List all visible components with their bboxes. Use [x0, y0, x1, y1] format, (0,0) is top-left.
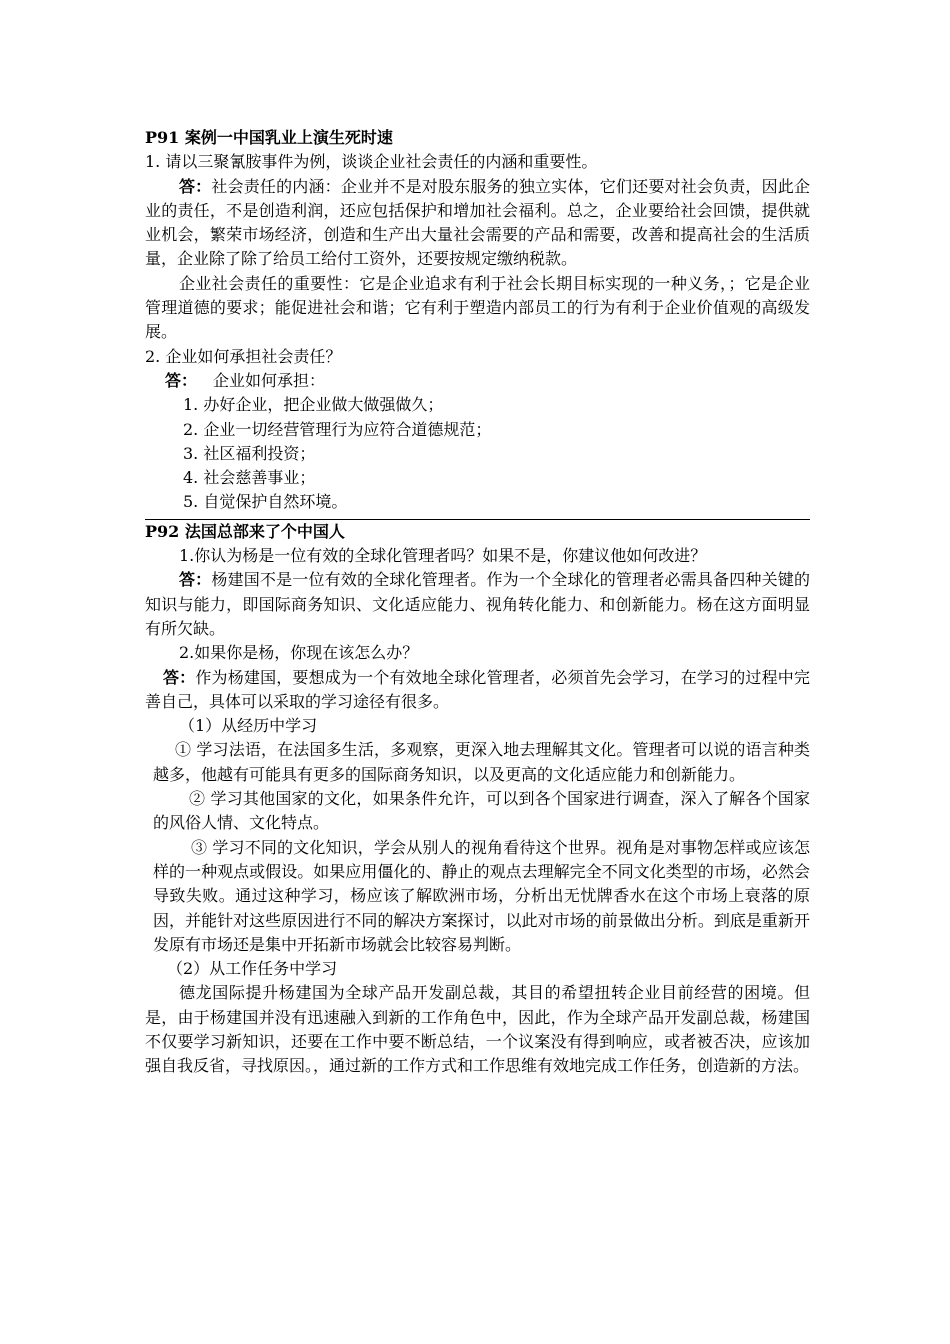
answer-label: 答： — [163, 667, 196, 687]
answer-1 — [145, 175, 810, 272]
list-item: 4. 社会慈善事业； — [183, 468, 316, 488]
answer-text: 作为杨建国，要想成为一个有效地全球化管理者，必须首先会学习，在学习的过程中完善自己，具体可以采取的学习途径有很多。 — [145, 667, 810, 711]
paragraph: 德龙国际提升杨建国为全球产品开发副总裁，其目的希望扭转企业目前经营的困境。但是，由于杨建国并没有迅速融入到新的工作角色中，因此，作为全球产品开发副总裁，杨建国不仅要学习新知识，还要在工作中要不断总结，一个议案没有得到响应，或者被否决，应该加强自我反省，寻找原因。，通过新的工作方式和工作思维有效地完成工作任务，创造新的方法。 — [145, 983, 810, 1076]
question-2: 2. 企业如何承担社会责任？ — [145, 346, 342, 366]
subheading: （2）从工作任务中学习 — [167, 959, 338, 979]
question-2: 2.如果你是杨，你现在该怎么办？ — [179, 643, 419, 663]
answer-1-paragraph-2: 企业社会责任的重要性：它是企业追求有利于社会长期目标实现的一种义务，；它是企业管理道德的要求；能促进社会和谐；它有利于塑造内部员工的行为有利于企业价值观的高级发展。 — [145, 273, 810, 342]
numbered-point: ① 学习法语，在法国多生活，多观察，更深入地去理解其文化。管理者可以说的语言种类越多，他越有可能具有更多的国际商务知识，以及更高的文化适应能力和创新能力。 — [153, 740, 810, 784]
answer-1 — [145, 568, 810, 641]
question-1: 1. 请以三聚氰胺事件为例，谈谈企业社会责任的内涵和重要性。 — [145, 152, 598, 172]
document-page — [145, 126, 810, 1079]
answer-2 — [145, 666, 810, 715]
answer-text: 杨建国不是一位有效的全球化管理者。作为一个全球化的管理者必需具备四种关键的知识与能力，即国际商务知识、文化适应能力、视角转化能力、和创新能力。杨在这方面明显有所欠缺。 — [145, 570, 810, 638]
numbered-point: ② 学习其他国家的文化，如果条件允许，可以到各个国家进行调查，深入了解各个国家的风俗人情、文化特点。 — [153, 789, 810, 833]
section-title-p91: P91 案例一中国乳业上演生死时速 — [145, 128, 393, 147]
answer-text: 企业如何承担： — [213, 370, 326, 390]
numbered-point: ③ 学习不同的文化知识，学会从别人的视角看待这个世界。视角是对事物怎样或应该怎样的一种观点或假设。如果应用僵化的、静止的观点去理解完全不同文化类型的市场，必然会导致失败。通过这种学习，杨应该了解欧洲市场，分析出无忧牌香水在这个市场上衰落的原因，并能针对这些原因进行不同的解决方案探讨，以此对市场的前景做出分析。到底是重新开发原有市场还是集中开拓新市场就会比较容易判断。 — [153, 837, 810, 954]
list-item: 5. 自觉保护自然环境。 — [183, 492, 348, 512]
answer-label: 答： — [179, 570, 212, 590]
answer-label: 答： — [179, 176, 212, 196]
subheading: （1）从经历中学习 — [179, 716, 318, 736]
list-item: 2. 企业一切经营管理行为应符合道德规范； — [183, 419, 492, 439]
answer-text: 社会责任的内涵：企业并不是对股东服务的独立实体，它们还要对社会负责，因此企业的责任，不是创造利润，还应包括保护和增加社会福利。总之，企业要给社会回馈，提供就业机会，繁荣市场经济，创造和生产出大量社会需要的产品和需要，改善和提高社会的生活质量，企业除了除了给员工给付工资外，还要按规定缴纳税款。 — [145, 176, 810, 269]
question-1: 1.你认为杨是一位有效的全球化管理者吗？如果不是，你建议他如何改进？ — [179, 546, 707, 566]
list-item: 3. 社区福利投资； — [183, 443, 316, 463]
section-title-p92: P92 法国总部来了个中国人 — [145, 519, 810, 544]
list-item: 1. 办好企业，把企业做大做强做久； — [183, 395, 444, 415]
answer-label: 答： — [165, 370, 198, 390]
answer-2 — [145, 369, 810, 393]
